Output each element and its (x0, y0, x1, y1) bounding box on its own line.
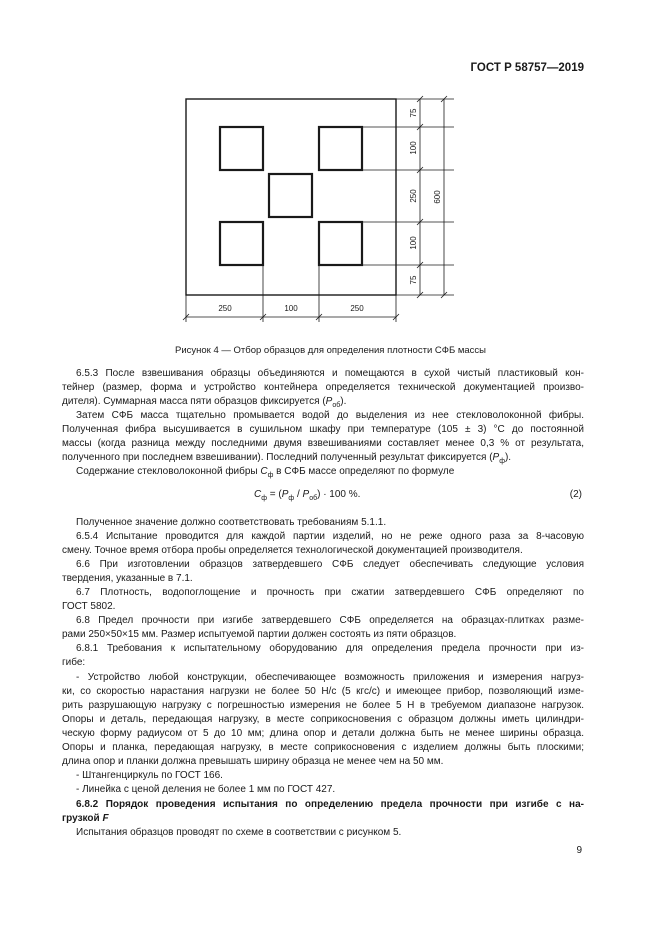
list-item-device-line: - Устройство любой конструкции, обеспечивающее возможность приложения и измерения нагруз- (76, 672, 584, 683)
list-item-device-line: ки, со скоростью нарастания нагрузки не более 50 Н/с (5 кгс/с) и имеющее прибор, позволяющий измe- (62, 686, 584, 697)
sample-center (269, 174, 312, 217)
paragraph-6-7-line: ГОСТ 5802. (62, 601, 116, 612)
paragraph-6-8-1-line: 6.8.1 Требования к испытательному оборудованию для определения предела прочности при из- (76, 643, 584, 654)
paragraph-wash-line: полученного при последнем взвешивании). Последний полученный результат фиксируется $(P_ф)$. (62, 452, 512, 465)
paragraph-6-5-3-line: тейнер (размер, форма и устройство контейнера определяется технической документацией произво- (62, 382, 584, 393)
dim-h-left: 250 (218, 304, 232, 313)
paragraph-wash-line: Затем СФБ масса тщательно промывается водой до выделения из нее стекловолоконной фибры. (76, 410, 584, 421)
paragraph-content-line: Содержание стекловолоконной фибры $С_ф$ в СФБ массе определяют по формуле (76, 466, 455, 479)
list-item-device-line: Опоры и деталь, передающая нагрузку, в месте соприкосновения с образцом должны иметь цилиндри- (62, 714, 584, 725)
formula-2: $С_ф = (P_ф / P_{об}) \cdot 100$ %. (254, 489, 361, 502)
paragraph-execution-line: Испытания образцов проводят по схеме в соответствии с рисунком 5. (76, 827, 402, 838)
paragraph-6-8-2-heading-line: 6.8.2 Порядок проведения испытания по определению предела прочности при изгибе с на- (76, 799, 584, 810)
paragraph-6-6-line: 6.6 При изготовлении образцов затвердевшего СФБ следует обеспечивать следующие условия (76, 559, 584, 570)
list-item-device-line: Опоры и планка, передающая нагрузку, в месте соприкосновения с изделием должны быть плоскими; (62, 742, 584, 753)
dim-v-top: 75 (409, 108, 418, 118)
list-item-ruler: - Линейка с ценой деления не более 1 мм по ГОСТ 427. (76, 784, 336, 795)
paragraph-6-8-2-heading-line: грузкой F (62, 813, 109, 824)
dim-h-right: 250 (350, 304, 364, 313)
sample-bottom-right (319, 222, 362, 265)
paragraph-result-line: Полученное значение должно соответствовать требованиям 5.1.1. (76, 517, 387, 528)
paragraph-wash-line: массы (когда разница между последними двумя взвешиваниями составляет менее 0,3 % от результата, (62, 438, 584, 449)
formula-number: (2) (569, 489, 582, 500)
slab-outline (186, 99, 396, 295)
paragraph-6-5-3-line: 6.5.3 После взвешивания образцы объединяются и помещаются в сухой чистый пластиковый кон- (76, 368, 584, 379)
paragraph-6-8-1-line: гибе: (62, 657, 86, 668)
dim-v-lower: 100 (409, 236, 418, 250)
sample-bottom-left (220, 222, 263, 265)
sampling-diagram (170, 92, 470, 324)
dim-h-mid: 100 (284, 304, 298, 313)
list-item-caliper: - Штангенциркуль по ГОСТ 166. (76, 770, 223, 781)
page-number: 9 (576, 845, 582, 856)
list-item-device-line: ческую форму радиусом от 5 до 10 мм; длина опор и детали должна быть не менее ширины образца. (62, 728, 584, 739)
list-item-device-line: рить разрушающую нагрузку с погрешностью измерения не более 5 Н в требуемом диапазоне нагрузок. (62, 700, 584, 711)
paragraph-6-6-line: твердения, указанные в 7.1. (62, 573, 193, 584)
document-standard-header: ГОСТ Р 58757—2019 (470, 62, 584, 74)
paragraph-6-8-line: 6.8 Предел прочности при изгибе затвердевшего СФБ определяется на образцах-плитках разме- (76, 615, 584, 626)
dim-v-total: 600 (433, 190, 442, 204)
list-item-device-line: длина опор и планки должна превышать ширину образца не менее чем на 50 мм. (62, 756, 444, 767)
figure-caption: Рисунок 4 — Отбор образцов для определения плотности СФБ массы (175, 345, 486, 356)
paragraph-6-5-4-line: смену. Точное время отбора пробы определяется технологической документацией производителя. (62, 545, 523, 556)
paragraph-wash-line: Полученная фибра высушивается в сушильном шкафу при температуре (105 ± 3) °С до постоянной (62, 424, 584, 435)
dim-v-bottom: 75 (409, 275, 418, 285)
paragraph-6-5-3-line: дителя). Суммарная масса пяти образцов фиксируется $(P_{об})$. (62, 396, 347, 409)
paragraph-6-8-line: рами 250×50×15 мм. Размер испытуемой партии должен состоять из пяти образцов. (62, 629, 457, 640)
paragraph-6-7-line: 6.7 Плотность, водопоглощение и прочность при сжатии затвердевшего СФБ определяют по (76, 587, 584, 598)
dim-v-middle: 250 (409, 189, 418, 203)
paragraph-6-5-4-line: 6.5.4 Испытание проводится для каждой партии изделий, но не реже одного раза за 8-часовую (76, 531, 584, 542)
dim-v-upper: 100 (409, 141, 418, 155)
sample-top-left (220, 127, 263, 170)
sample-top-right (319, 127, 362, 170)
